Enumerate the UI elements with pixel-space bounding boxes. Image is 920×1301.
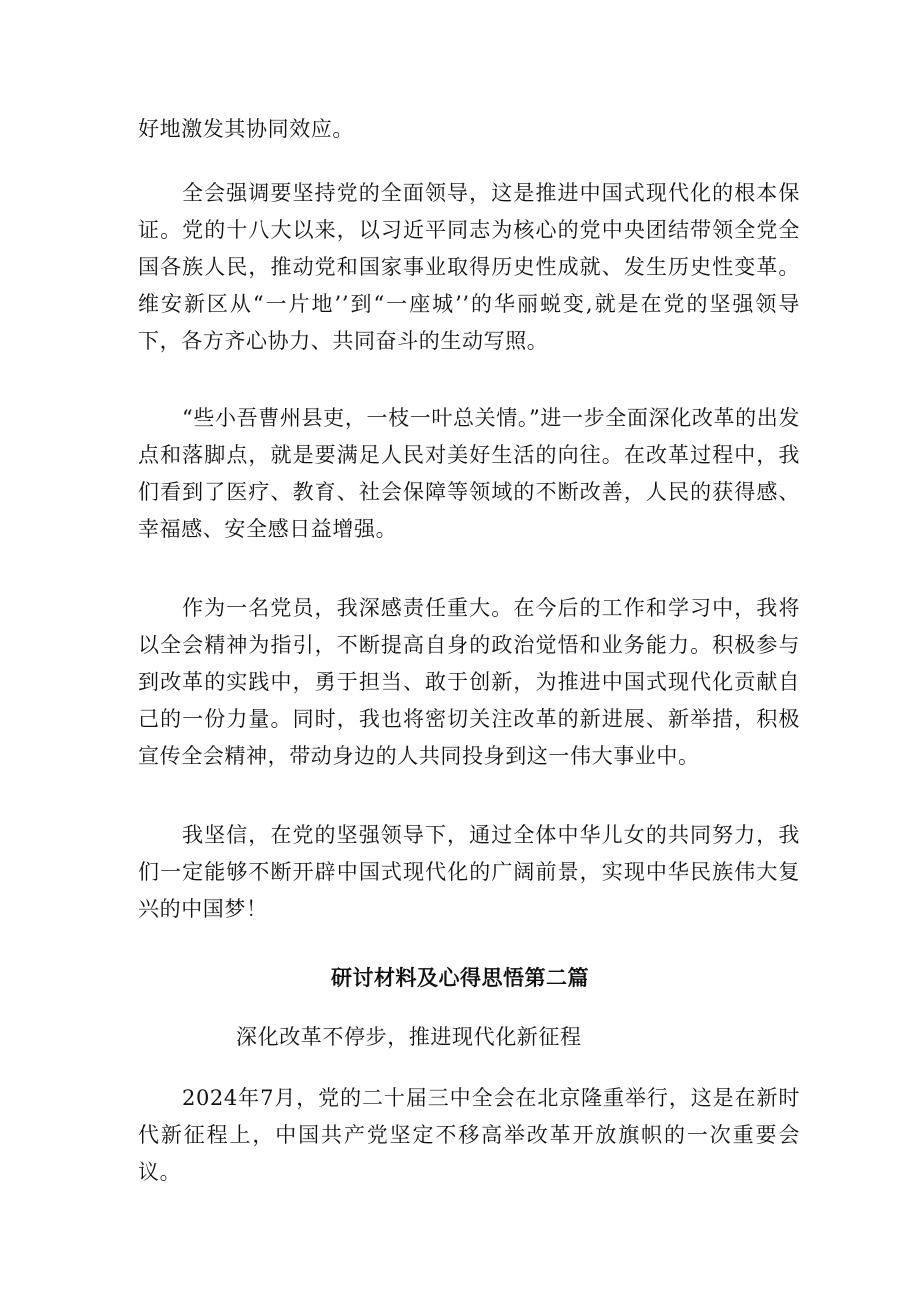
section-title [0, 963, 920, 993]
section-title-strong: 研讨材料及心 [331, 966, 460, 990]
paragraph-people-livelihood: “些小吾曹州县吏，一枝一叶总关情。”进一步全面深化改革的出发点和落脚点，就是要满足人民对美好生活的向往。在改革过程中，我们看到了医疗、教育、社会保障等领域的不断改善，人民的获得感、幸福感、安全感日益增强。 [138, 406, 800, 541]
paragraph-party-member-duty: 作为一名党员，我深感责任重大。在今后的工作和学习中，我将以全会精神为指引，不断提高自身的政治觉悟和业务能力。积极参与到改革的实践中，勇于担当、敢于创新，为推进中国式现代化贡献自己的一份力量。同时，我也将密切关注改革的新进展、新举措，积极宣传全会精神，带动身边的人共同投身到这一伟大事业中。 [138, 596, 800, 768]
paragraph-continuation: 好地激发其协同效应。 [138, 117, 354, 141]
paragraph-party-leadership: 全会强调要坚持党的全面领导，这是推进中国式现代化的根本保证。党的十八大以来，以习近平同志为核心的党中央团结带领全党全国各族人民，推动党和国家事业取得历史性成就、发生历史性变革。维安新区从“一片地’’到“一座城’’的华丽蜕变,就是在党的坚强领导下，各方齐心协力、共同奋斗的生动写照。 [138, 181, 800, 353]
section-title-rest: 得思悟第二篇 [460, 965, 589, 990]
paragraph-plenum-intro: 2024年7月，党的二十届三中全会在北京隆重举行，这是在新时代新征程上，中国共产党坚定不移高举改革开放旗帜的一次重要会议。 [138, 1086, 800, 1184]
paragraph-conviction: 我坚信，在党的坚强领导下，通过全体中华儿女的共同努力，我们一定能够不断开辟中国式现代化的广阔前景，实现中华民族伟大复兴的中国梦！ [138, 823, 800, 921]
section-subtitle: 深化改革不停步，推进现代化新征程 [236, 1025, 582, 1049]
